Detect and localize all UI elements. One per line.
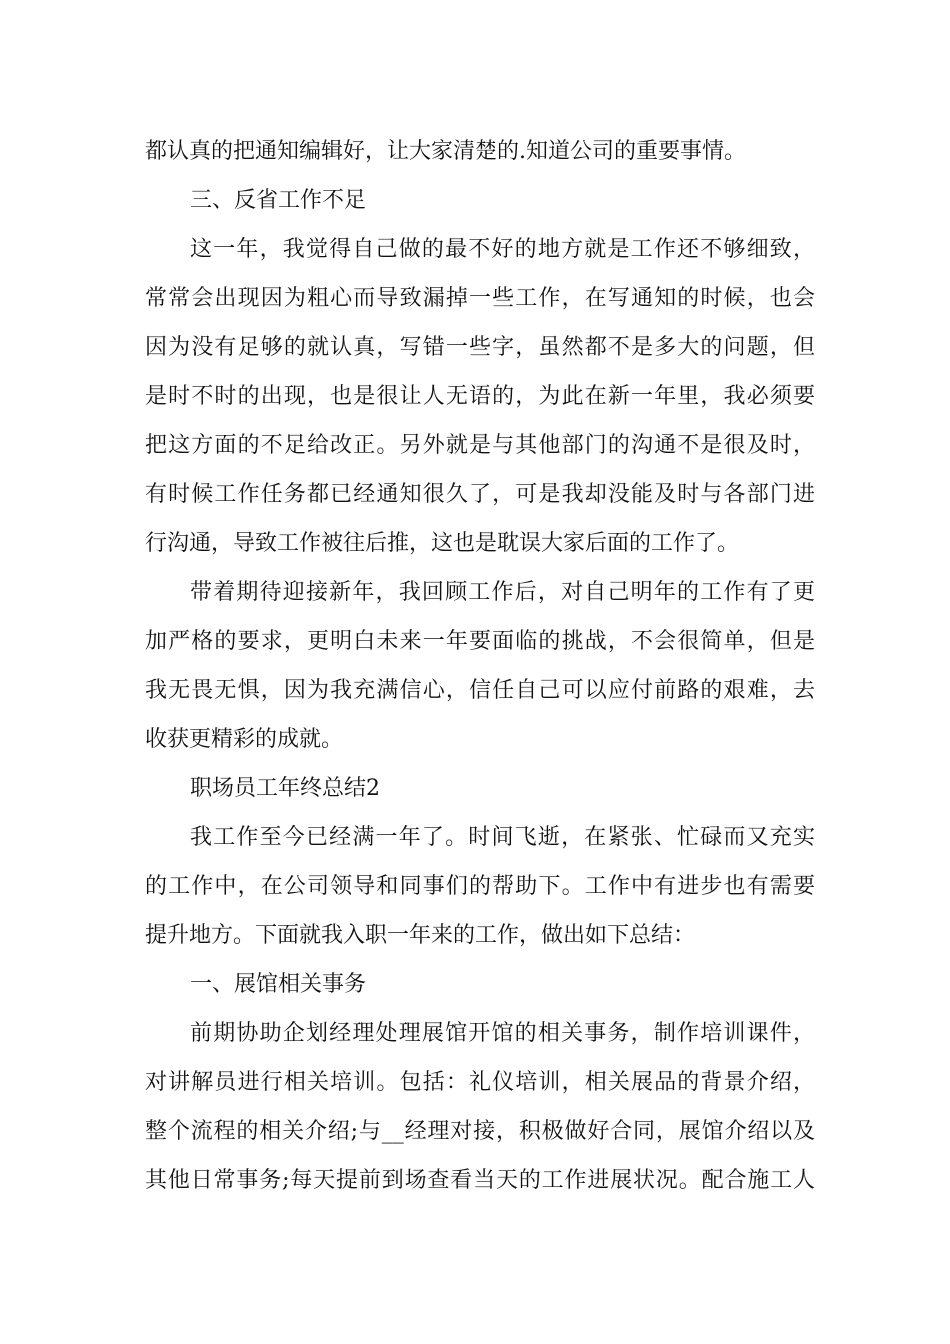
text-line: 整个流程的相关介绍;与__经理对接，积极做好合同，展馆介绍以及 bbox=[145, 1119, 815, 1144]
document-body bbox=[145, 127, 815, 1205]
text-line: 前期协助企划经理处理展馆开馆的相关事务，制作培训课件， bbox=[190, 1021, 815, 1046]
text-line: 我工作至今已经满一年了。时间飞逝，在紧张、忙碌而又充实 bbox=[190, 825, 815, 850]
text-line: 提升地方。下面就我入职一年来的工作，做出如下总结： bbox=[145, 923, 696, 948]
text-line: 一、展馆相关事务 bbox=[190, 972, 367, 997]
text-line: 其他日常事务;每天提前到场查看当天的工作进展状况。配合施工人 bbox=[145, 1168, 815, 1193]
text-line: 职场员工年终总结2 bbox=[190, 776, 380, 801]
text-line: 带着期待迎接新年，我回顾工作后，对自己明年的工作有了更 bbox=[190, 580, 815, 605]
text-line: 都认真的把通知编辑好，让大家清楚的.知道公司的重要事情。 bbox=[145, 139, 746, 164]
text-line: 我无畏无惧，因为我充满信心，信任自己可以应付前路的艰难，去 bbox=[145, 678, 815, 703]
text-line: 因为没有足够的就认真，写错一些字，虽然都不是多大的问题，但 bbox=[145, 335, 815, 360]
text-line: 这一年，我觉得自己做的最不好的地方就是工作还不够细致， bbox=[190, 237, 815, 262]
text-line: 常常会出现因为粗心而导致漏掉一些工作，在写通知的时候，也会 bbox=[145, 286, 815, 311]
text-line: 把这方面的不足给改正。另外就是与其他部门的沟通不是很及时， bbox=[145, 433, 815, 458]
text-line: 是时不时的出现，也是很让人无语的，为此在新一年里，我必须要 bbox=[145, 384, 815, 409]
text-line: 收获更精彩的成就。 bbox=[145, 727, 344, 752]
text-line: 三、反省工作不足 bbox=[190, 188, 367, 213]
text-line: 有时候工作任务都已经通知很久了，可是我却没能及时与各部门进 bbox=[145, 482, 815, 507]
text-line: 的工作中，在公司领导和同事们的帮助下。工作中有进步也有需要 bbox=[145, 874, 815, 899]
text-line: 加严格的要求，更明白未来一年要面临的挑战，不会很简单，但是 bbox=[145, 629, 815, 654]
text-line: 对讲解员进行相关培训。包括：礼仪培训，相关展品的背景介绍， bbox=[145, 1070, 815, 1095]
text-line: 行沟通，导致工作被往后推，这也是耽误大家后面的工作了。 bbox=[145, 531, 740, 556]
